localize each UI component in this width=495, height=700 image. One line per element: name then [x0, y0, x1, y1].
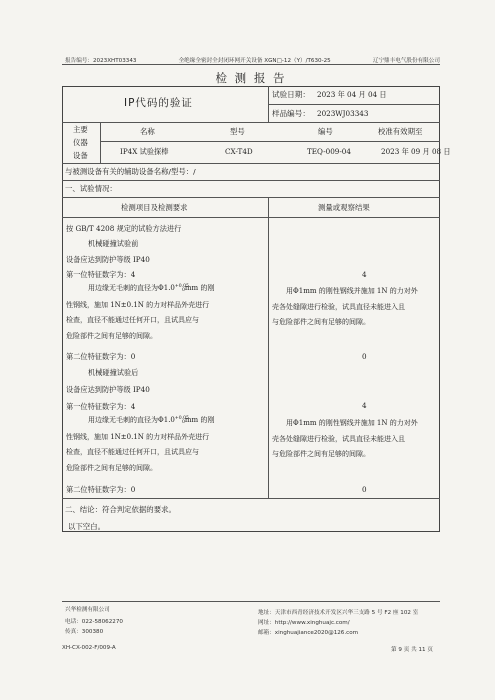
req-protection-level-1: 设备应达到防护等级 IP40 [66, 255, 150, 264]
page-header [65, 56, 440, 64]
req-paragraph-2-line-1: 用边缘无毛刺的直径为$\Phi 1.0^{+0.05}0mm$ 的刚 [88, 416, 215, 425]
footer-telephone: 电话：022-58062270 [65, 619, 123, 625]
result-paragraph-2: 用Φ1mm 的刚性钢线并施加 1N 的力对外 壳各处缝隙进行检验，试具直径未能进入且 与危险部件之间有足够的间隙。 [272, 419, 418, 459]
footer-website[interactable]: 网址：http://www.xinghuajc.com/ [258, 620, 350, 626]
column-header-requirements: 检测项目及检测要求 [121, 203, 188, 212]
result-second-digit-2: 0 [362, 485, 367, 494]
test-date: 2023 年 04 月 04 日 [317, 90, 387, 99]
footer-lab-name: 兴华检测有限公司 [65, 607, 110, 613]
footer-fax: 传真：300380 [65, 629, 104, 635]
equipment-header-number: 编号 [318, 127, 333, 136]
req-paragraph-2: 用边缘无毛刺的直径为$\Phi 1.0^{+0.05}0mm$ 的刚 性钢线，施加 1N±0.1N 的力对样品外壳进行 检查，直径不能通过任何开口，且试具应与 危险部件之间有足够的间隙。 [66, 413, 266, 476]
footer-page-number: 第 9 页 共 11 页 [391, 647, 433, 653]
rule-equipment-header [100, 141, 440, 142]
req-paragraph-1-line-1: 用边缘无毛刺的直径为$\Phi 1.0^{+0.05}0mm$ 的刚 [88, 284, 215, 293]
auxiliary-equipment-line: 与被测设备有关的辅助设备名称/型号：/ [65, 167, 196, 176]
report-title: 检 测 报 告 [215, 71, 287, 85]
equipment-model: CX-T4D [225, 147, 253, 156]
sample-number: 2023WJ03343 [317, 109, 369, 118]
equipment-header-model: 型号 [230, 127, 245, 136]
product-name: 全绝缘全密封全封闭环网开关设备 XGN□-12（Y）/T630-25 [178, 58, 331, 64]
rule-after-col-headers [62, 217, 440, 218]
req-second-digit-1: 第二位特征数字为：0 [66, 352, 136, 361]
header-rule [62, 64, 440, 65]
result-paragraph-1: 用Φ1mm 的刚性钢线并施加 1N 的力对外 壳各处缝隙进行检验，试具直径未能进入且 与危险部件之间有足够的间隙。 [272, 287, 418, 327]
section-test-situation: 一、试验情况： [65, 184, 117, 193]
column-header-results: 测量或观察结果 [318, 203, 370, 212]
req-method: 按 GB/T 4208 规定的试验方法进行 [66, 224, 182, 233]
report-number: 报告编号：2023XHT03343 [65, 58, 137, 64]
vrule-title-split [268, 86, 269, 122]
req-after-impact: 机械碰撞试验后 [88, 368, 139, 377]
test-date-label: 试验日期： [272, 90, 310, 99]
equipment-name: IP4X 试验探棒 [120, 147, 169, 156]
equipment-number: TEQ-009-04 [307, 147, 351, 156]
equipment-header-name: 名称 [140, 127, 155, 136]
equipment-side-label-3: 设备 [73, 151, 88, 160]
test-name: IP代码的验证 [124, 97, 193, 109]
company-name: 辽宁鼎丰电气股份有限公司 [372, 58, 440, 64]
equipment-side-label-1: 主要 [73, 125, 88, 134]
req-protection-level-2: 设备应达到防护等级 IP40 [66, 385, 150, 394]
footer-rule [62, 601, 440, 602]
req-paragraph-1: 用边缘无毛刺的直径为$\Phi 1.0^{+0.05}0mm$ 的刚 性钢线，施加 1N±0.1N 的力对样品外壳进行 检查，直径不能通过任何开口，且试具应与 危险部件之间有足够的间隙。 [66, 281, 266, 344]
blank-below-note: 以下空白。 [68, 522, 105, 531]
rule-date-sample [268, 104, 440, 105]
conclusion: 二、结论：符合判定依据的要求。 [65, 505, 176, 514]
footer-email[interactable]: 邮箱：xinghuajiance2020@126.com [258, 630, 359, 636]
rule-after-test-name [62, 122, 440, 123]
footer-form-number: XH-CX-002-F/009-A [62, 645, 116, 651]
req-second-digit-2: 第二位特征数字为：0 [66, 485, 136, 494]
equipment-header-calibration: 校准有效期至 [378, 127, 423, 136]
req-first-digit-1: 第一位特征数字为：4 [66, 270, 136, 279]
rule-after-results [62, 498, 440, 499]
result-first-digit-1: 4 [362, 270, 367, 279]
vrule-equipment-side [100, 122, 101, 163]
footer-address: 地址：天津市西青经济技术开发区兴华三支路 5 号 F2 座 102 室 [258, 610, 419, 616]
req-before-impact: 机械碰撞试验前 [88, 239, 139, 248]
req-first-digit-2: 第一位特征数字为：4 [66, 402, 136, 411]
equipment-side-label-2: 仪器 [73, 138, 88, 147]
rule-after-section1 [62, 197, 440, 198]
equipment-calibration-date: 2023 年 09 月 08 日 [381, 147, 451, 156]
rule-after-aux [62, 180, 440, 181]
result-first-digit-2: 4 [362, 401, 367, 410]
sample-number-label: 样品编号： [272, 109, 310, 118]
rule-after-equipment [62, 163, 440, 164]
result-second-digit-1: 0 [362, 352, 367, 361]
vrule-results-split [268, 197, 269, 498]
